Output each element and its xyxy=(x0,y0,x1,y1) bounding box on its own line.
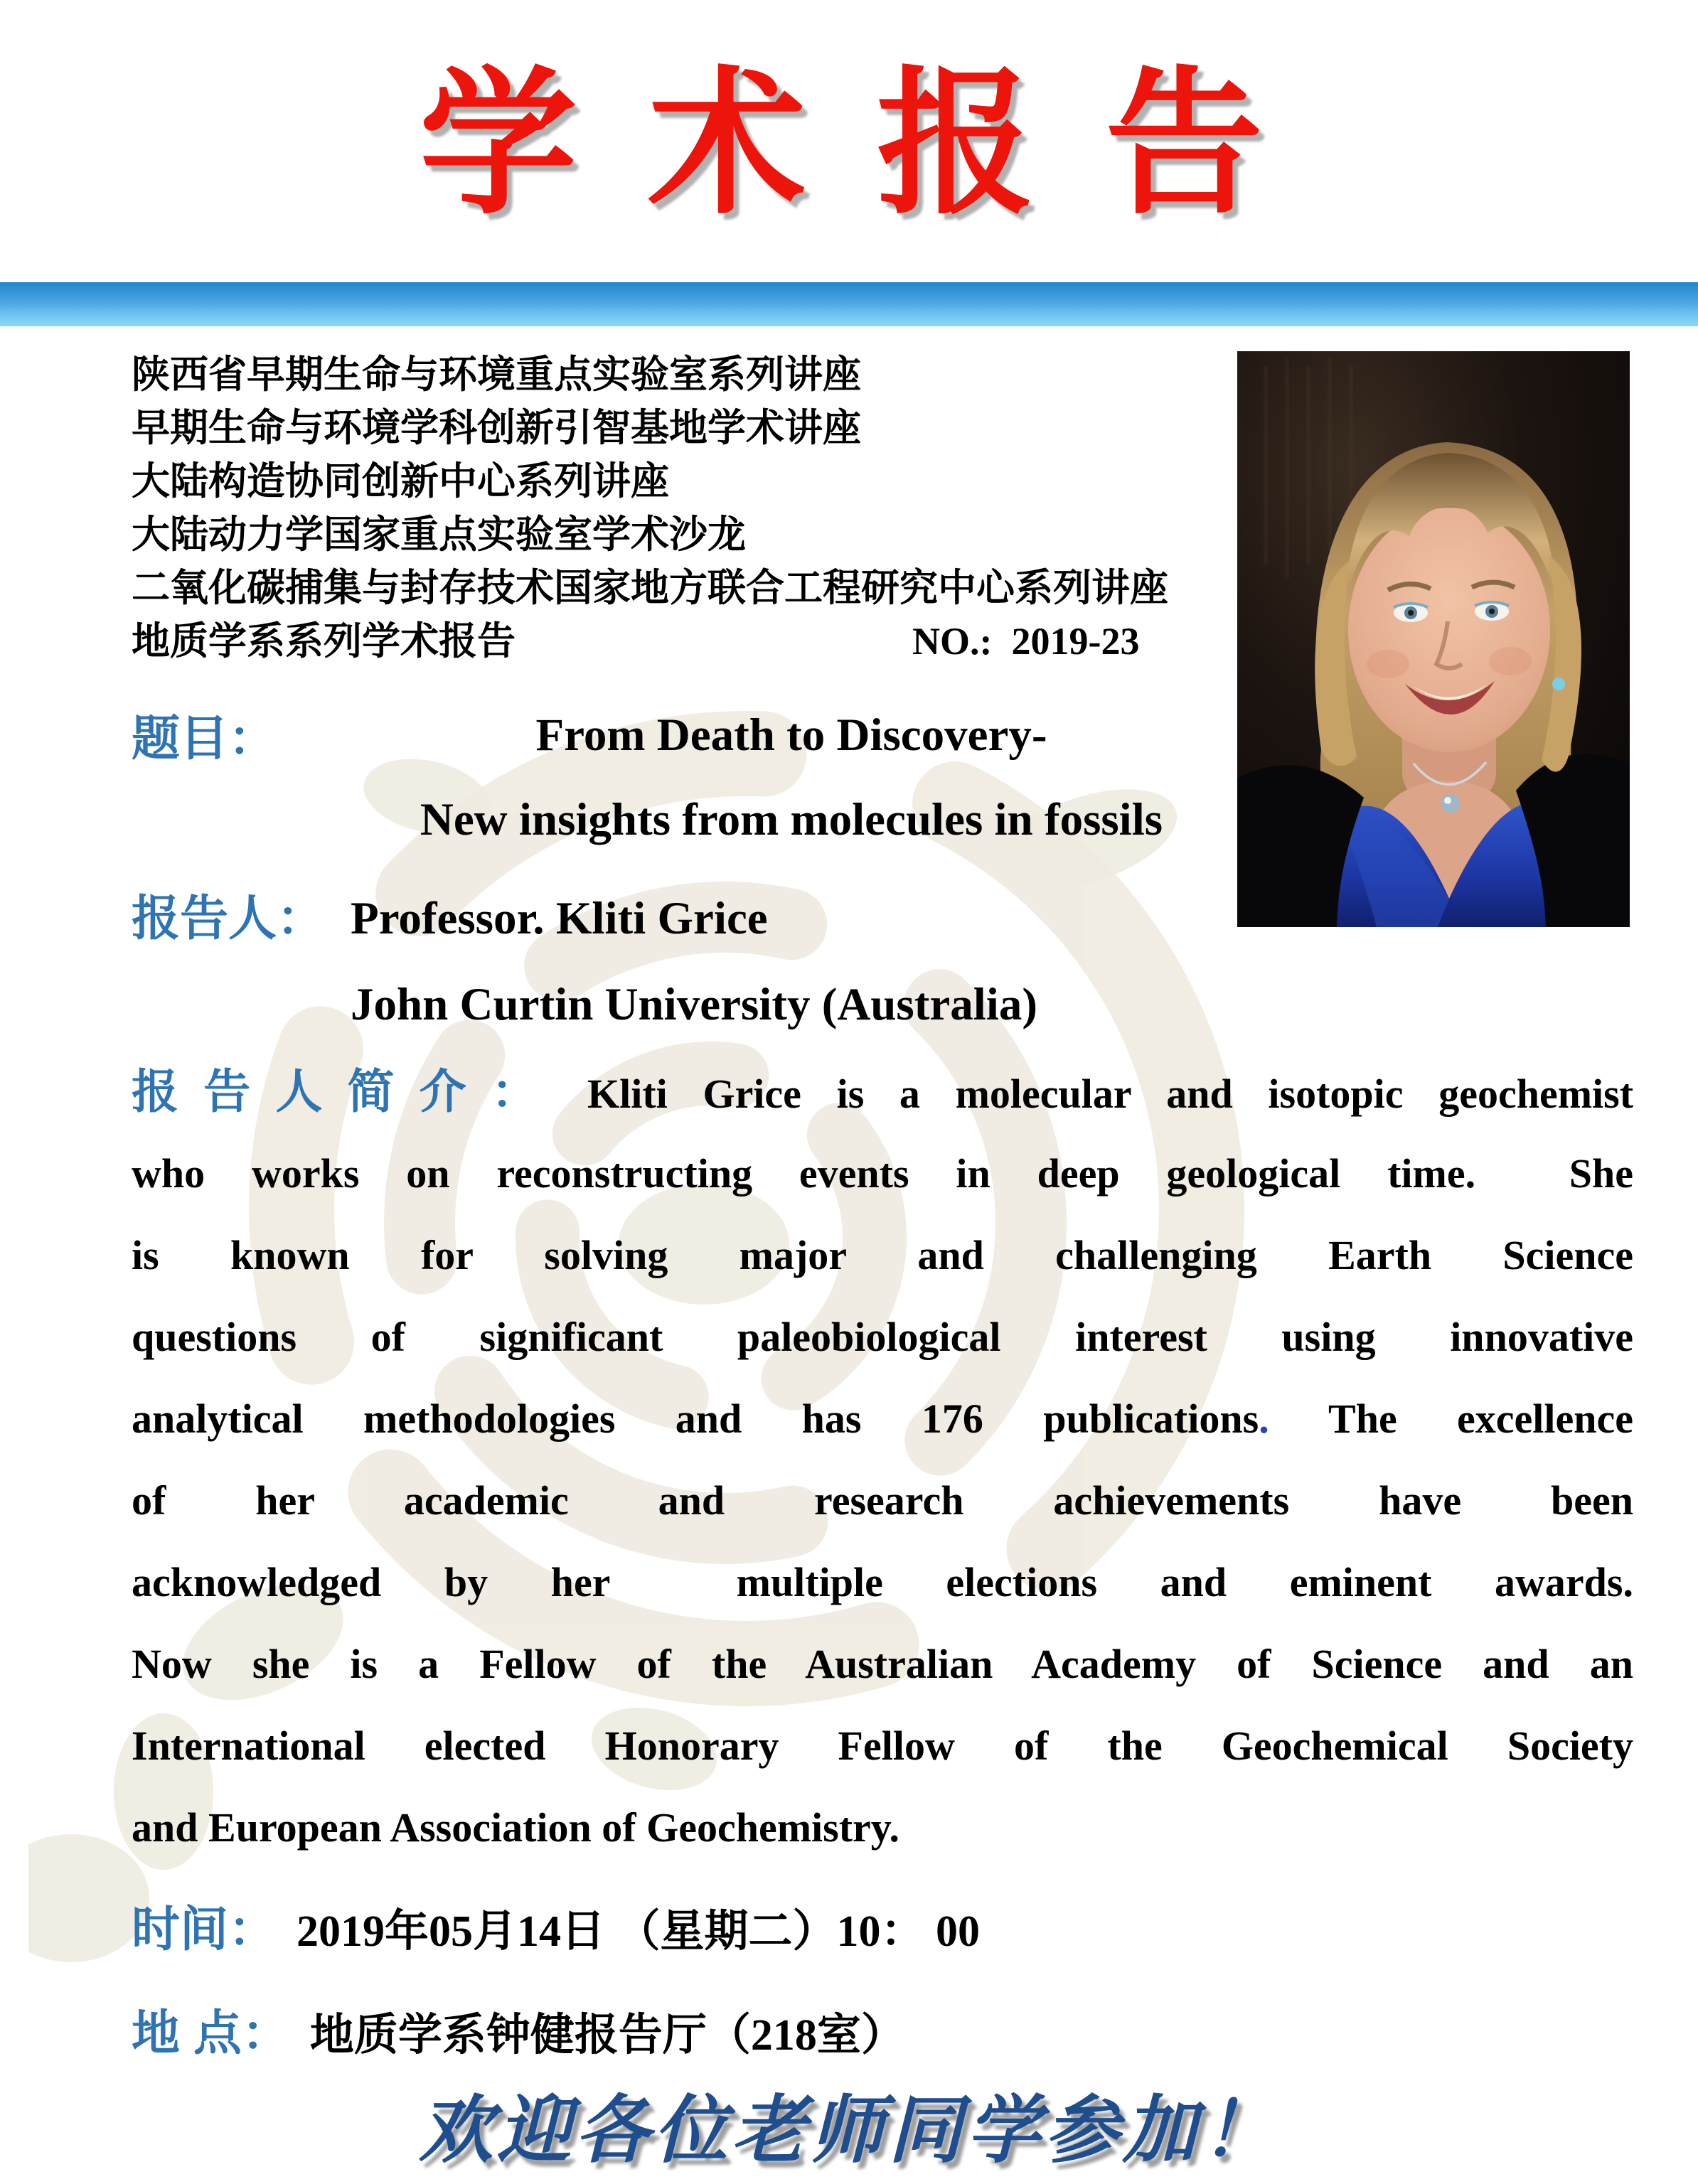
series-line-with-number xyxy=(132,615,1241,668)
bio-line: questions of significant paleobiological interest using innovative xyxy=(132,1314,1633,1360)
bio-line: of her academic and research achievements have been xyxy=(132,1477,1633,1524)
time-value: 2019年05月14日 （星期二）10： 00 xyxy=(297,1907,981,1956)
bio-label: 报告人简介： xyxy=(132,1065,564,1118)
time-label: 时间： xyxy=(132,1902,277,1956)
series-line: 陕西省早期生命与环境重点实验室系列讲座 xyxy=(132,353,861,396)
blue-period: . xyxy=(1259,1396,1269,1442)
location-label: 地 点： xyxy=(132,2006,290,2060)
bio-line: who works on reconstructing events in deep geological time. She xyxy=(132,1150,1633,1197)
series-list xyxy=(132,348,1241,668)
series-line: 大陆构造协同创新中心系列讲座 xyxy=(132,460,669,503)
speaker-section xyxy=(132,876,1255,1048)
topic-label: 题目： xyxy=(132,712,277,766)
bio-line: acknowledged by her multiple elections and eminent awards. xyxy=(132,1559,1633,1605)
series-line-label: 地质学系系列学术报告 xyxy=(132,620,516,663)
bio-line: analytical methodologies and has 176 publications. The excellence xyxy=(132,1396,1633,1442)
page-title: 学 术 报 告 xyxy=(419,58,1279,233)
series-line: 早期生命与环境学科创新引智基地学术讲座 xyxy=(132,407,861,449)
header-divider-bar xyxy=(0,282,1698,326)
speaker-photo xyxy=(1237,351,1630,927)
report-number: NO.: 2019-23 xyxy=(912,620,1140,663)
speaker-bio xyxy=(132,1051,1633,1868)
bio-line: International elected Honorary Fellow of the Geochemical Society xyxy=(132,1723,1633,1769)
speaker-label: 报告人： xyxy=(132,892,326,946)
topic-title-line2: New insights from molecules in fossils xyxy=(420,794,1163,845)
topic-section xyxy=(132,693,1255,862)
series-line: 大陆动力学国家重点实验室学术沙龙 xyxy=(132,513,746,556)
bio-line: Now she is a Fellow of the Australian Academy of Science and an xyxy=(132,1641,1633,1687)
speaker-name: Professor. Kliti Grice xyxy=(351,893,768,944)
time-row xyxy=(132,1891,980,1960)
bio-line: and European Association of Geochemistry. xyxy=(132,1804,900,1851)
bio-line: is known for solving major and challenging Earth Science xyxy=(132,1232,1633,1278)
welcome-message: 欢迎各位老师同学参加！ xyxy=(418,2090,1279,2172)
speaker-affiliation: John Curtin University (Australia) xyxy=(351,979,1037,1030)
topic-title-line1: From Death to Discovery- xyxy=(535,710,1047,761)
series-line: 二氧化碳捕集与封存技术国家地方联合工程研究中心系列讲座 xyxy=(132,567,1168,609)
location-value: 地质学系钟健报告厅（218室） xyxy=(309,2011,905,2060)
bio-line: 报告人简介： Kliti Grice is a molecular and isotopic geochemist xyxy=(132,1065,1634,1118)
location-row xyxy=(132,1995,905,2064)
